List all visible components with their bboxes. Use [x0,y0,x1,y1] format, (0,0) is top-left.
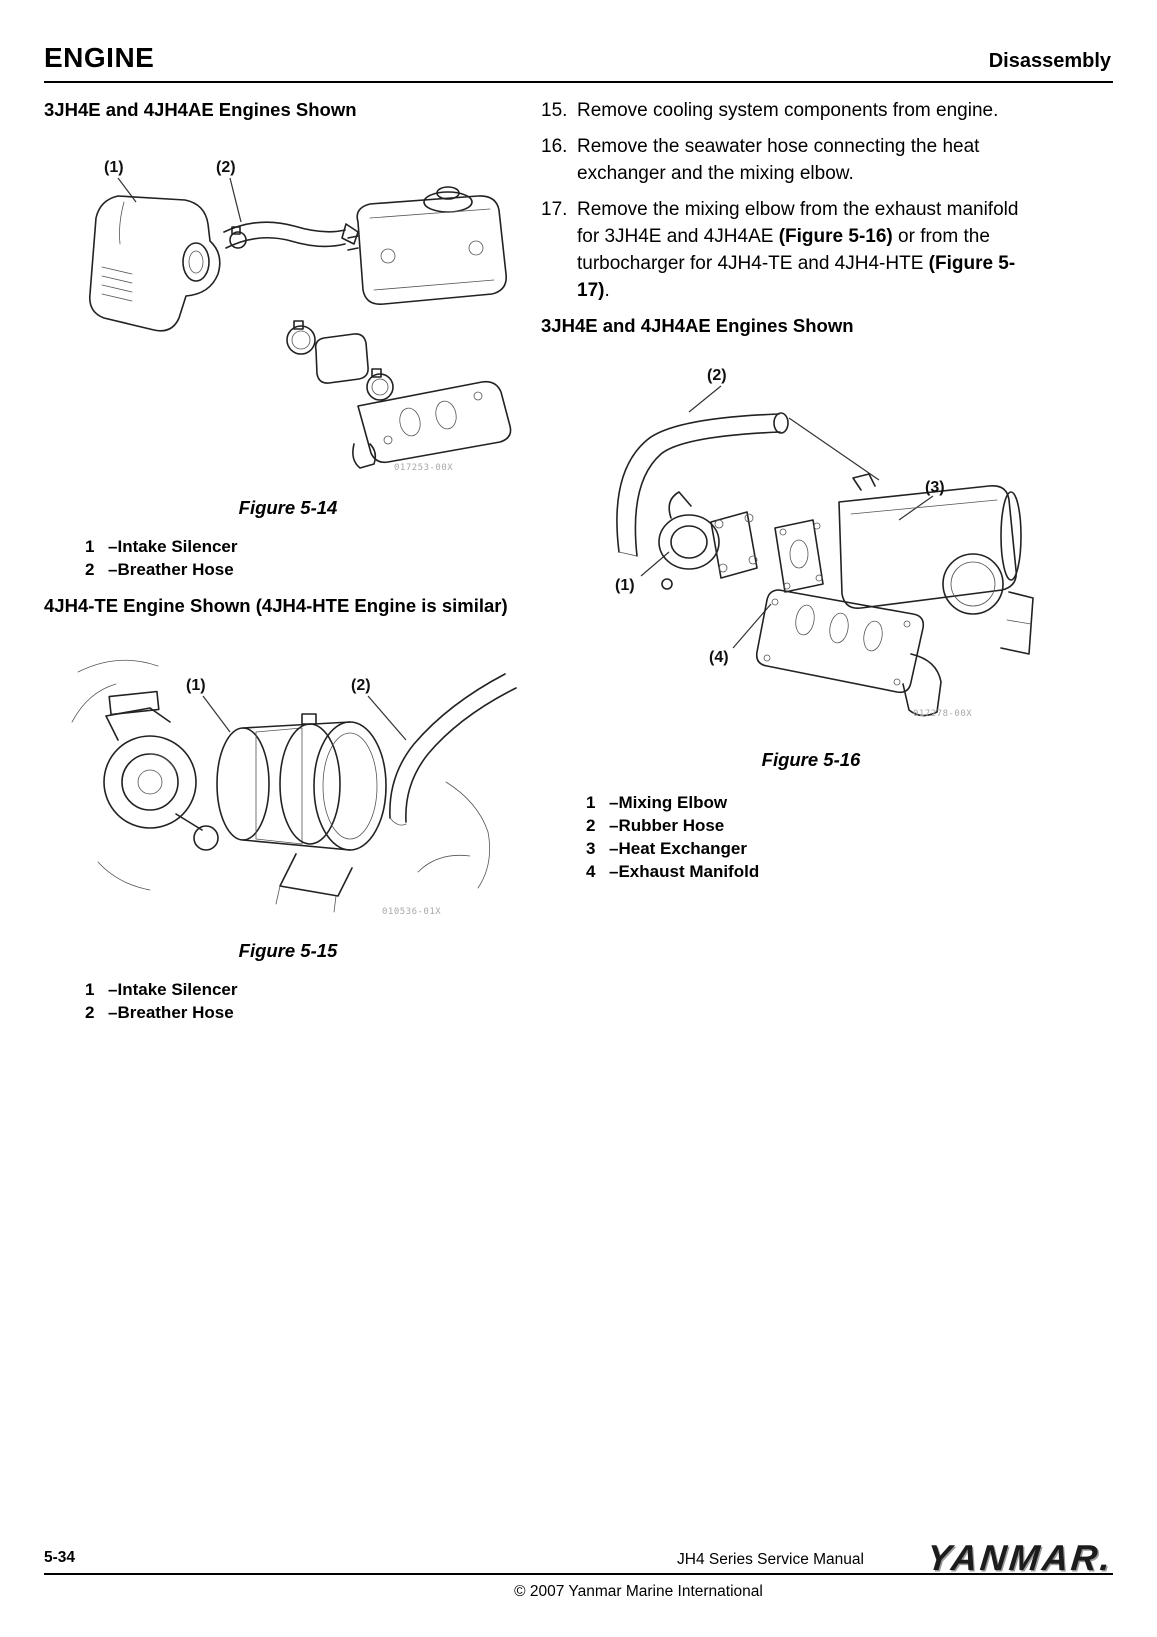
manual-title: JH4 Series Service Manual [677,1551,864,1568]
fig15-legend [85,978,538,1024]
legend-dash: – [609,793,619,812]
legend-num: 1 [85,980,95,999]
fig14-caption: Figure 5-14 [238,497,338,518]
legend-dash: – [609,862,619,881]
fig15-callout-2: (2) [351,677,371,694]
fig16-legend [586,791,1116,883]
fig14-image-code: 017253-00X [394,463,454,473]
step-number: 16. [541,136,568,157]
legend-item [85,558,538,581]
intake-silencer-drawing [90,196,220,331]
fig14-legend [85,535,538,581]
fig14-callout-1: (1) [104,159,124,176]
legend-item [85,978,538,1001]
hose-clamps-drawing [287,321,393,400]
rocker-cover-drawing [348,187,506,304]
chapter-title: Disassembly [988,50,1111,72]
breather-hose-drawing [390,674,516,825]
step-text: Remove the seawater hose connecting the heat exchanger and the mixing elbow. [577,136,980,184]
intake-manifold-drawing [353,382,511,468]
legend-num: 2 [586,816,596,835]
fig16-callout-3: (3) [925,479,945,496]
legend-dash: – [609,816,619,835]
figure-5-16 [561,352,1116,737]
left-column [44,97,538,1024]
disassembly-steps [541,97,1033,304]
step-number: 17. [541,199,568,220]
turbocharger-drawing [104,692,218,850]
legend-label: Rubber Hose [618,816,725,835]
yanmar-logo: YANMAR. [924,1537,1116,1578]
legend-item [586,791,1116,814]
fig15-callout-1: (1) [186,677,206,694]
legend-num: 4 [586,862,596,881]
step-text-segment: . [604,280,610,301]
figure-5-17-reference: (Figure 5-17) [577,253,1016,301]
intake-silencer-drawing [217,714,386,912]
step-text-segment: Remove the mixing elbow from the exhaust manifold for 3JH4E and 4JH4AE [577,199,1019,247]
legend-item [586,837,1116,860]
legend-num: 1 [586,793,596,812]
mixing-elbow-drawing [659,492,757,589]
step-number: 15. [541,100,568,121]
page-number: 5-34 [44,1549,76,1566]
right-column [541,97,1116,883]
figure-5-15 [58,632,538,922]
fig15-caption: Figure 5-15 [238,940,338,961]
fig15-drawing [58,632,518,922]
legend-num: 3 [586,839,596,858]
fig14-heading: 3JH4E and 4JH4AE Engines Shown [44,99,357,120]
legend-item [586,860,1116,883]
fig16-callout-4: (4) [709,649,729,666]
step-17 [541,196,1033,304]
step-text [577,196,1033,304]
legend-item [85,535,538,558]
fig14-drawing [58,144,518,479]
step-15 [541,97,1033,124]
legend-item [586,814,1116,837]
legend-num: 2 [85,1003,95,1022]
gasket-plate-drawing [775,520,823,592]
legend-dash: – [108,980,118,999]
step-16 [541,133,1033,187]
fig14-callout-2: (2) [216,159,236,176]
legend-dash: – [108,537,118,556]
fig15-image-code: 010536-01X [382,907,442,917]
step-text-segment: or from the turbocharger for 4JH4-TE and 4JH4-HTE [577,226,990,274]
fig16-callout-1: (1) [615,577,635,594]
legend-label: Exhaust Manifold [618,862,760,881]
copyright-notice: © 2007 Yanmar Marine International [514,1583,763,1600]
callout-leader-lines [641,386,933,648]
fig16-callout-2: (2) [707,367,727,384]
rubber-hose-drawing [617,413,788,556]
fig15-heading: 4JH4-TE Engine Shown (4JH4-HTE Engine is similar) [44,595,508,616]
footer-rule [44,1573,1113,1575]
legend-label: Mixing Elbow [618,793,728,812]
heat-exchanger-drawing [839,474,1033,654]
legend-label: Breather Hose [117,1003,234,1022]
fig16-drawing [561,352,1101,737]
legend-item [85,1001,538,1024]
exhaust-manifold-drawing [757,590,941,716]
legend-dash: – [108,1003,118,1022]
legend-label: Breather Hose [117,560,234,579]
legend-num: 2 [85,560,95,579]
legend-label: Intake Silencer [117,537,238,556]
legend-num: 1 [85,537,95,556]
header-rule [44,81,1113,83]
breather-hose-drawing [224,222,358,248]
fig16-image-code: 017278-00X [913,709,973,719]
legend-dash: – [609,839,619,858]
legend-dash: – [108,560,118,579]
figure-5-16-reference: (Figure 5-16) [778,226,893,247]
fig16-heading: 3JH4E and 4JH4AE Engines Shown [541,315,854,336]
step-text: Remove cooling system components from engine. [577,100,999,121]
fig16-caption: Figure 5-16 [761,749,861,770]
callout-leader-lines [203,696,406,740]
legend-label: Heat Exchanger [618,839,747,858]
figure-5-14 [58,144,538,479]
section-title: ENGINE [44,42,155,73]
legend-label: Intake Silencer [117,980,238,999]
